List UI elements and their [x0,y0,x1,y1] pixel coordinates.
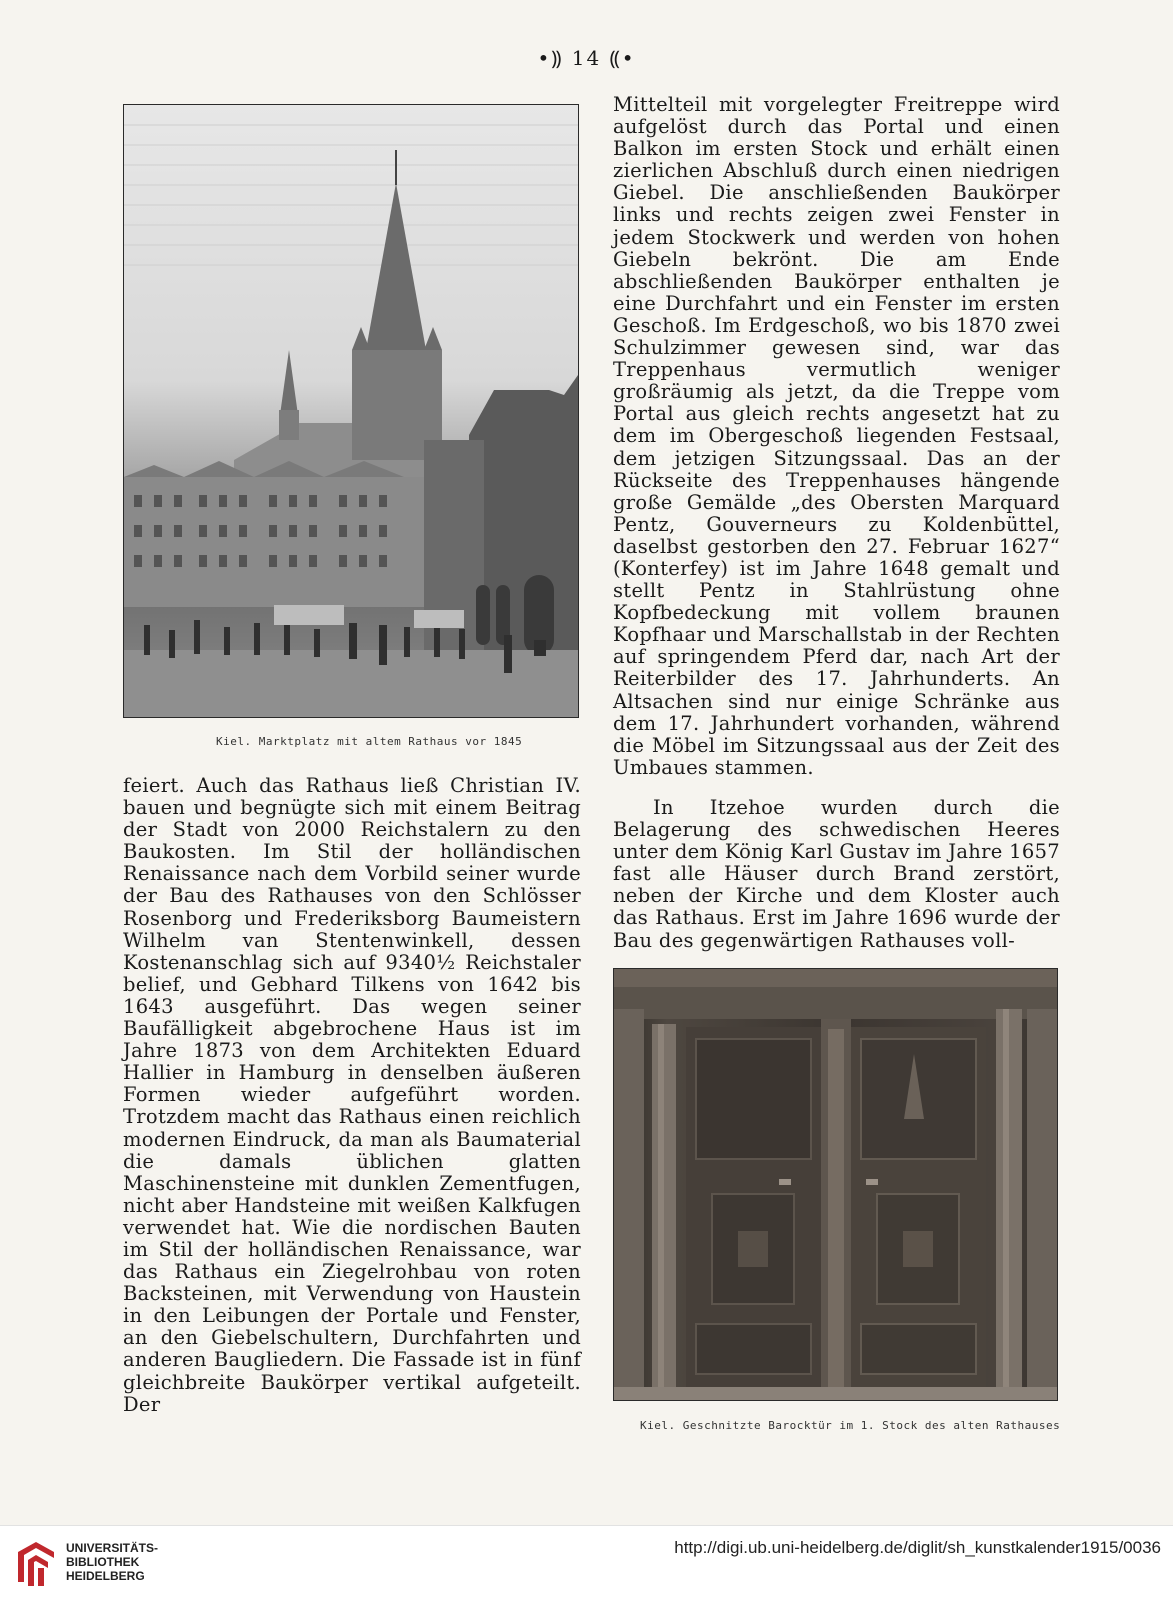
market-square-illustration [123,104,579,718]
library-name[interactable]: UNIVERSITÄTS- BIBLIOTHEK HEIDELBERG [66,1541,159,1583]
paragraph: feiert. Auch das Rathaus ließ Christian IV. bauen und begnügte sich mit einem Beitrag der Stadt von 2000 Reichstalern zu den Baukosten. Im Stil der holländischen Renaissance nach dem Vorbild seiner wurde der Bau des Rathauses von den Schlösser Rosenborg und Frederiksborg Baumeistern Wilhelm van Stentenwinkell, dessen Kostenanschlag sich auf 9340½ Reichstaler belief, und Gebhard Tilkens von 1642 bis 1643 ausgeführt. Das wegen seiner Baufälligkeit abgebrochene Haus ist im Jahre 1873 von dem Architekten Eduard Hallier in Hamburg in denselben äußeren Formen wieder aufgeführt worden. Trotzdem macht das Rathaus einen reichlich modernen Eindruck, da man als Baumaterial die damals üblichen glatten Maschinensteine mit dunklen Zementfugen, nicht aber Handsteine mit weißen Kalkfugen verwendet hat. Wie die nordischen Bauten im Stil der holländischen Renaissance, war das Rathaus ein Ziegelrohbau von roten Backsteinen, mit Verwendung von Haustein in den Leibungen der Portale und Fenster, an den Giebelschultern, Durchfahrten und anderen Baugliedern. Die Fassade ist in fünf gleichbreite Baukörper vertikal aufgeteilt. Der [123,774,581,1416]
figure-1-caption: Kiel. Marktplatz mit altem Rathaus vor 1845 [216,735,523,748]
paragraph: Mittelteil mit vorgelegter Freitreppe wird aufgelöst durch das Portal und einen Balkon im ersten Stock und erhält einen zierlichen Abschluß durch einen niedrigen Giebel. Die anschließenden Baukörper links und rechts zeigen zwei Fenster in jedem Stockwerk und werden von hohen Giebeln bekrönt. Die am Ende abschließenden Baukörper enthalten je eine Durchfahrt und ein Fenster im ersten Geschoß. Im Erdgeschoß, wo bis 1870 zwei Schulzimmer gewesen sind, war das Treppenhaus vermutlich weniger großräumig als jetzt, da die Treppe vom Portal aus gleich rechts angesetzt hat zu dem im Obergeschoß liegenden Festsaal, dem jetzigen Sitzungssaal. Das an der Rückseite des Treppenhauses hängende große Gemälde „des Obersten Marquard Pentz, Gouverneurs zu Koldenbüttel, daselbst gestorben den 27. Februar 1627“ (Konterfey) ist im Jahre 1648 gemalt und stellt Pentz in Stahlrüstung ohne Kopfbedeckung mit vollem braunen Kopfhaar und Marschallstab in der Rechten auf springendem Pferd dar, nach Art der Reiterbilder des 17. Jahrhunderts. An Altsachen sind nur einige Schränke aus dem 17. Jahrhundert vorhanden, während die Möbel im Sitzungssaal aus der Zeit des Umbaues stammen. [613,93,1060,779]
university-library-logo-icon[interactable] [14,1538,58,1594]
baroque-door-photograph [613,968,1058,1401]
text-column-right-top [613,94,1060,779]
page-number-header [0,44,1173,71]
paragraph: In Itzehoe wurden durch die Belagerung des schwedischen Heeres unter dem König Karl Gustav im Jahre 1657 fast alle Häuser durch Brand zerstört, neben der Kirche und dem Kloster auch das Rathaus. Erst im Jahre 1696 wurde der Bau des gegenwärtigen Rathauses voll- [613,796,1060,952]
text-column-right-bottom [613,797,1060,952]
text-column-left [123,775,581,1416]
document-url[interactable]: http://digi.ub.uni-heidelberg.de/diglit/sh_kunstkalender1915/0036 [674,1538,1161,1557]
ornament-left: •⸩ [537,46,564,70]
figure-2-caption: Kiel. Geschnitzte Barocktür im 1. Stock des alten Rathauses [640,1419,1061,1432]
library-footer [0,1525,1173,1609]
page-number: 14 [571,46,602,70]
ornament-right: ⸨• [609,46,636,70]
